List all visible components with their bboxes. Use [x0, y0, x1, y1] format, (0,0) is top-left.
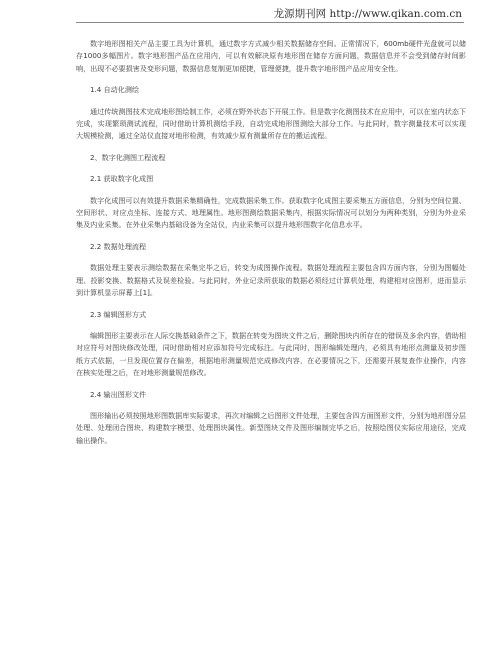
paragraph: 数字地形图相关产品主要工具为计算机，通过数字方式减少相关数据储存空间。正常情况下，600mb硬件光盘就可以储存1000多幅图片。数字地形图产品在应用内，可以有效解决原有地形图在储存方面问题，数据信息并不会受到储存时间影响，出现不必要损害及变形问题，数据信息复制更加便捷，管理便捷，提升数字地形图产品应用安全性。: [76, 39, 466, 73]
header-rule: [76, 22, 464, 23]
section-heading: 1.4 自动化测绘: [90, 85, 140, 95]
paragraph: 数字化成图可以有效提升数据采集精确性，完成数据采集工作。获取数字化成图主要采集五方面信息，分别为空间位置、空间形状、对应点坐标、连接方式、地理属性。地形图测绘数据采集内，根据实际情况可以划分为两种类别，分别为外业采集及内业采集。在外业采集内基础设备为全站仪，内业采集可以提升地形图数字化信息水平。: [76, 195, 466, 230]
section-heading: 2.3 编辑图形方式: [90, 309, 147, 319]
paragraph: 编辑图形主要表示在人际交换基础条件之下，数据在转变为图块文件之后，删除图块内所存在的错误及多余内容，借助相对应符号对图块修改处理，同时借助相对应添加符号完成标注。与此同时，图形编辑处理内，必须具有地形点测量及初步图纸方式依据，一旦发现位置存在偏差，根据地形测量规范完成修改内容，在必要情况之下，还需要开展复查作业操作，内容在核实处理之后，在对地形测量规范修改。: [76, 330, 466, 378]
paragraph: 图形输出必须按照地形图数据库实际要求，再次对编辑之后图形文件处理，主要包含四方面图形文件，分别为地形图分层处理、处理闭合图块、构建数字模型、处理图块属性。新型图块文件及图形编制完毕之后，按照绘图仪实际应用途径，完成输出操作。: [76, 410, 466, 445]
paragraph: 通过传统测图技术完成地形图绘制工作，必须在野外状态下开展工作。但是数字化测图技术在应用中，可以在室内状态下完成，实现繁琐测试流程，同时借助计算机测绘手段，自动完成地形图测绘大部分工作。与此同时，数字测量技术可以实现大规模检测，通过全站仪直接对地形检测，有效减少原有测量所存在的搬运流程。: [76, 106, 466, 141]
section-heading: 2.4 输出图形文件: [90, 389, 147, 399]
article-body: [76, 38, 466, 447]
section-heading: 2.2 数据处理流程: [90, 241, 147, 251]
header-site[interactable]: 龙源期刊网 http://www.qikan.com.cn: [273, 8, 462, 20]
section-heading: 2、数字化测图工程流程: [90, 152, 166, 162]
section-heading: 2.1 获取数字化成图: [90, 174, 154, 184]
paragraph: 数据处理主要表示测绘数据在采集完毕之后，转变为成图操作流程。数据处理流程主要包含四方面内容，分别为图幅处理、投影变换、数据格式及误差检验。与此同时，外业记录所获取的数据必须经过计算机处理，构建相对应图形，进而显示到计算机显示屏幕上[1]。: [76, 263, 466, 298]
